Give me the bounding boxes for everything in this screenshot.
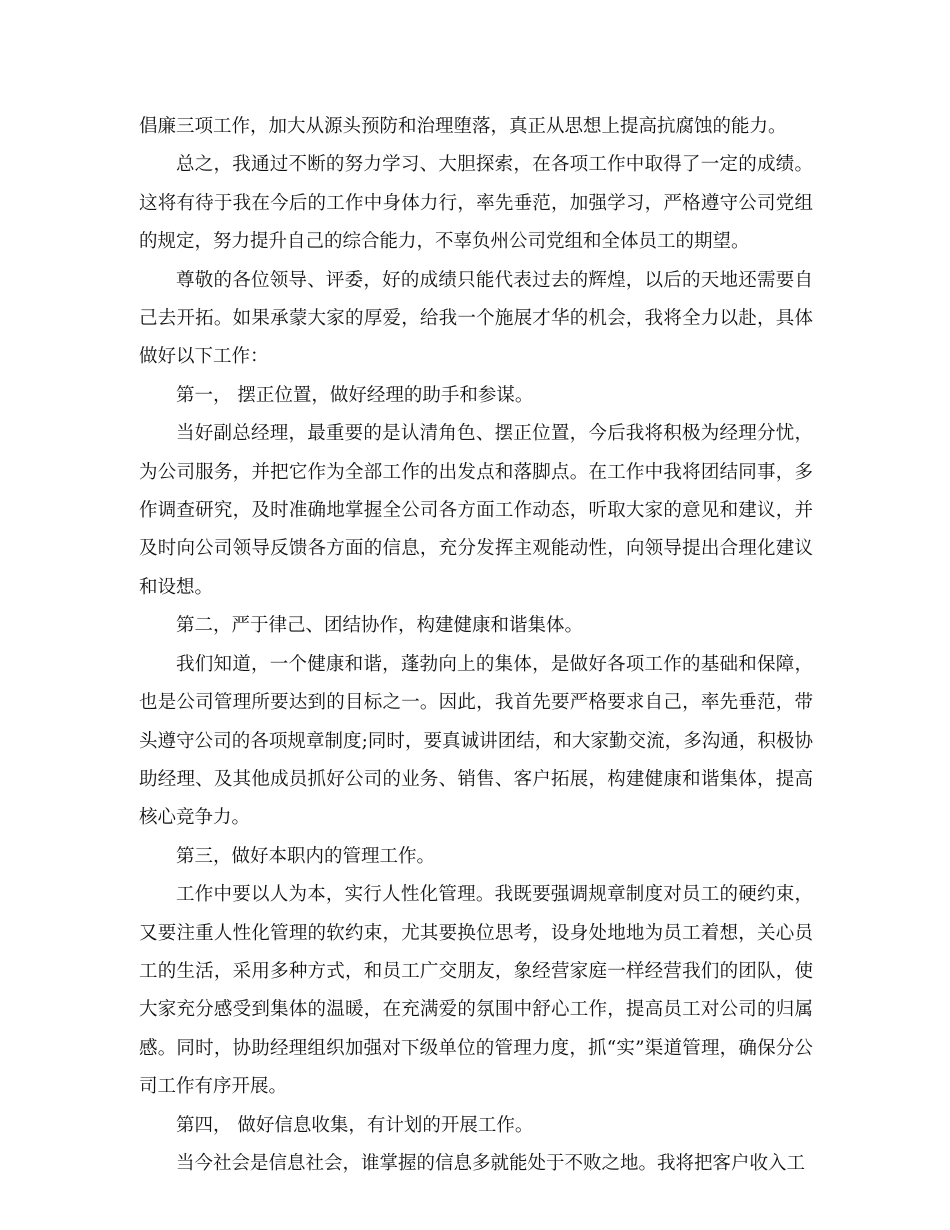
paragraph-11: 当今社会是信息社会，谁掌握的信息多就能处于不败之地。我将把客户收入工 [176, 1152, 806, 1174]
paragraph-2: 总之，我通过不断的努力学习、大胆探索，在各项工作中取得了一定的成绩。这将有待于我在今后的工作中身体力行，率先垂范，加强学习，严格遵守公司党组的规定，努力提升自己的综合能力，不辜负州公司党组和全体员工的期望。 [139, 154, 813, 253]
document-body [139, 108, 813, 1183]
heading-second: 第二，严于律己、团结协作，构建健康和谐集体。 [176, 615, 584, 637]
heading-first: 第一， 摆正位置，做好经理的助手和参谋。 [176, 384, 534, 406]
paragraph-1: 倡廉三项工作，加大从源头预防和治理堕落，真正从思想上提高抗腐蚀的能力。 [139, 116, 787, 137]
paragraph-7: 我们知道，一个健康和谐，蓬勃向上的集体，是做好各项工作的基础和保障，也是公司管理所要达到的目标之一。因此，我首先要严格要求自己，率先垂范，带头遵守公司的各项规章制度;同时，要真诚讲团结，和大家勤交流，多沟通，积极协助经理、及其他成员抓好公司的业务、销售、客户拓展，构建健康和谐集体，提高核心竞争力。 [139, 653, 813, 829]
paragraph-5: 当好副总经理，最重要的是认清角色、摆正位置，今后我将积极为经理分忧，为公司服务，并把它作为全部工作的出发点和落脚点。在工作中我将团结同事，多作调查研究，及时准确地掌握全公司各方面工作动态，听取大家的意见和建议，并及时向公司领导反馈各方面的信息，充分发挥主观能动性，向领导提出合理化建议和设想。 [139, 423, 813, 598]
paragraph-3: 尊敬的各位领导、评委，好的成绩只能代表过去的辉煌，以后的天地还需要自己去开拓。如果承蒙大家的厚爱，给我一个施展才华的机会，我将全力以赴，具体做好以下工作： [139, 269, 813, 368]
heading-third: 第三，做好本职内的管理工作。 [176, 845, 436, 867]
paragraph-9: 工作中要以人为本，实行人性化管理。我既要强调规章制度对员工的硬约束，又要注重人性化管理的软约束，尤其要换位思考，设身处地地为员工着想，关心员工的生活，采用多种方式，和员工广交朋友，象经营家庭一样经营我们的团队，使大家充分感受到集体的温暖，在充满爱的氛围中舒心工作，提高员工对公司的归属感。同时，协助经理组织加强对下级单位的管理力度，抓“实”渠道管理，确保分公司工作有序开展。 [139, 884, 813, 1098]
heading-fourth: 第四， 做好信息收集，有计划的开展工作。 [176, 1114, 534, 1136]
